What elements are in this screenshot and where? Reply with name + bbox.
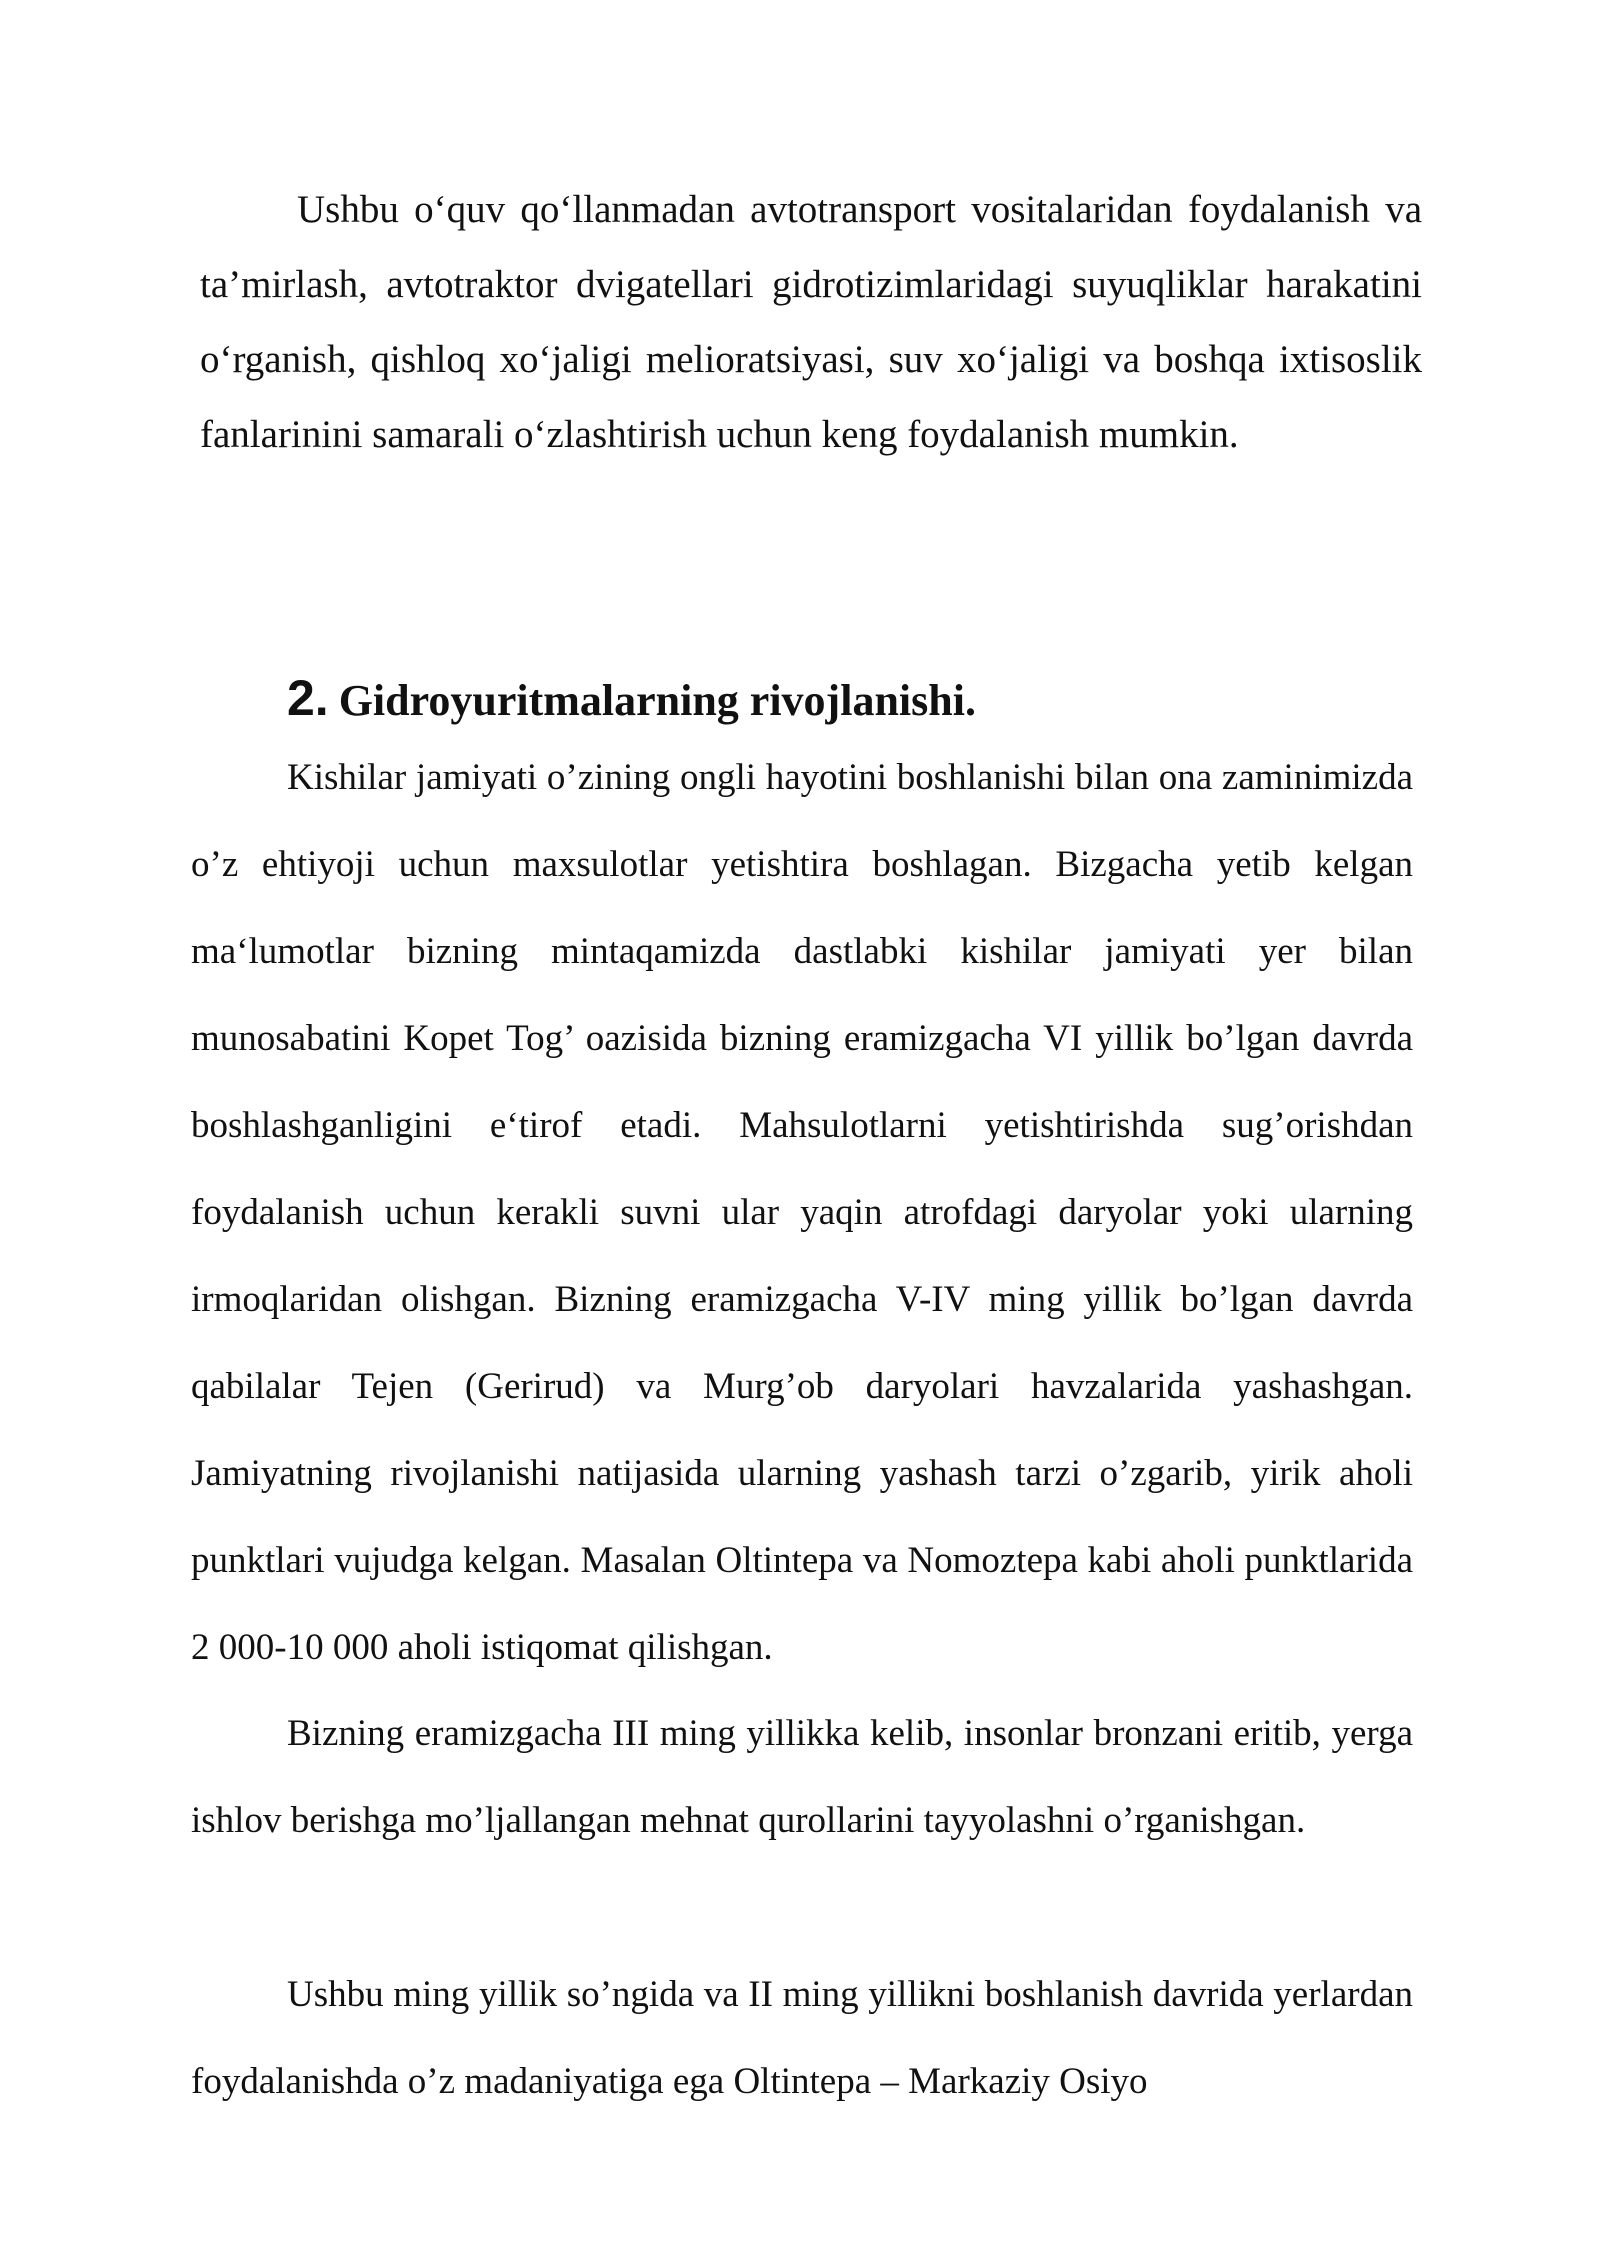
section-number: 2. <box>287 670 329 726</box>
body-paragraph-2: Bizning eramizgacha III ming yillikka kelib, insonlar bronzani eritib, yerga ishlov berishga mo’ljallangan mehnat qurollarini tayyolashni o’rganishgan. <box>191 1713 1413 1841</box>
section-title: Gidroyuritmalarning rivojlanishi. <box>338 676 976 725</box>
intro-paragraph: Ushbu o‘quv qo‘llanmadan avtotransport vositalaridan foydalanish va ta’mirlash, avtotraktor dvigatellari gidrotizimlaridagi suyuqliklar harakatini o‘rganish, qishloq xo‘jaligi melioratsiyasi, suv xo‘jaligi va boshqa ixtisoslik fanlarinini samarali o‘zlashtirish uchun keng foydalanish mumkin. <box>200 188 1422 456</box>
body-paragraph-3: Ushbu ming yillik so’ngida va II ming yillikni boshlanish davrida yerlardan foydalanishda o’z madaniyatiga ega Oltintepa – Markaziy Osiyo <box>191 1974 1413 2102</box>
body-paragraph-1: Kishilar jamiyati o’zining ongli hayotini boshlanishi bilan ona zaminimizda o’z ehtiyoji uchun maxsulotlar yetishtira boshlagan. Bizgacha yetib kelgan ma‘lumotlar bizning mintaqamizda dastlabki kishilar jamiyati yer bilan munosabatini Kopet Tog’ oazisida bizning eramizgacha VI yillik bo’lgan davrda boshlashganligini e‘tirof etadi. Mahsulotlarni yetishtirishda sug’orishdan foydalanish uchun kerakli suvni ular yaqin atrofdagi daryolar yoki ularning irmoqlaridan olishgan. Bizning eramizgacha V-IV ming yillik bo’lgan davrda qabilalar Tejen (Gerirud) va Murg’ob daryolari havzalarida yashashgan. Jamiyatning rivojlanishi natijasida ularning yashash tarzi o’zgarib, yirik aholi punktlari vujudga kelgan. Masalan Oltintepa va Nomoztepa kabi aholi punktlarida 2 000-10 000 aholi istiqomat qilishgan. <box>191 757 1413 1668</box>
section-heading <box>287 663 976 736</box>
